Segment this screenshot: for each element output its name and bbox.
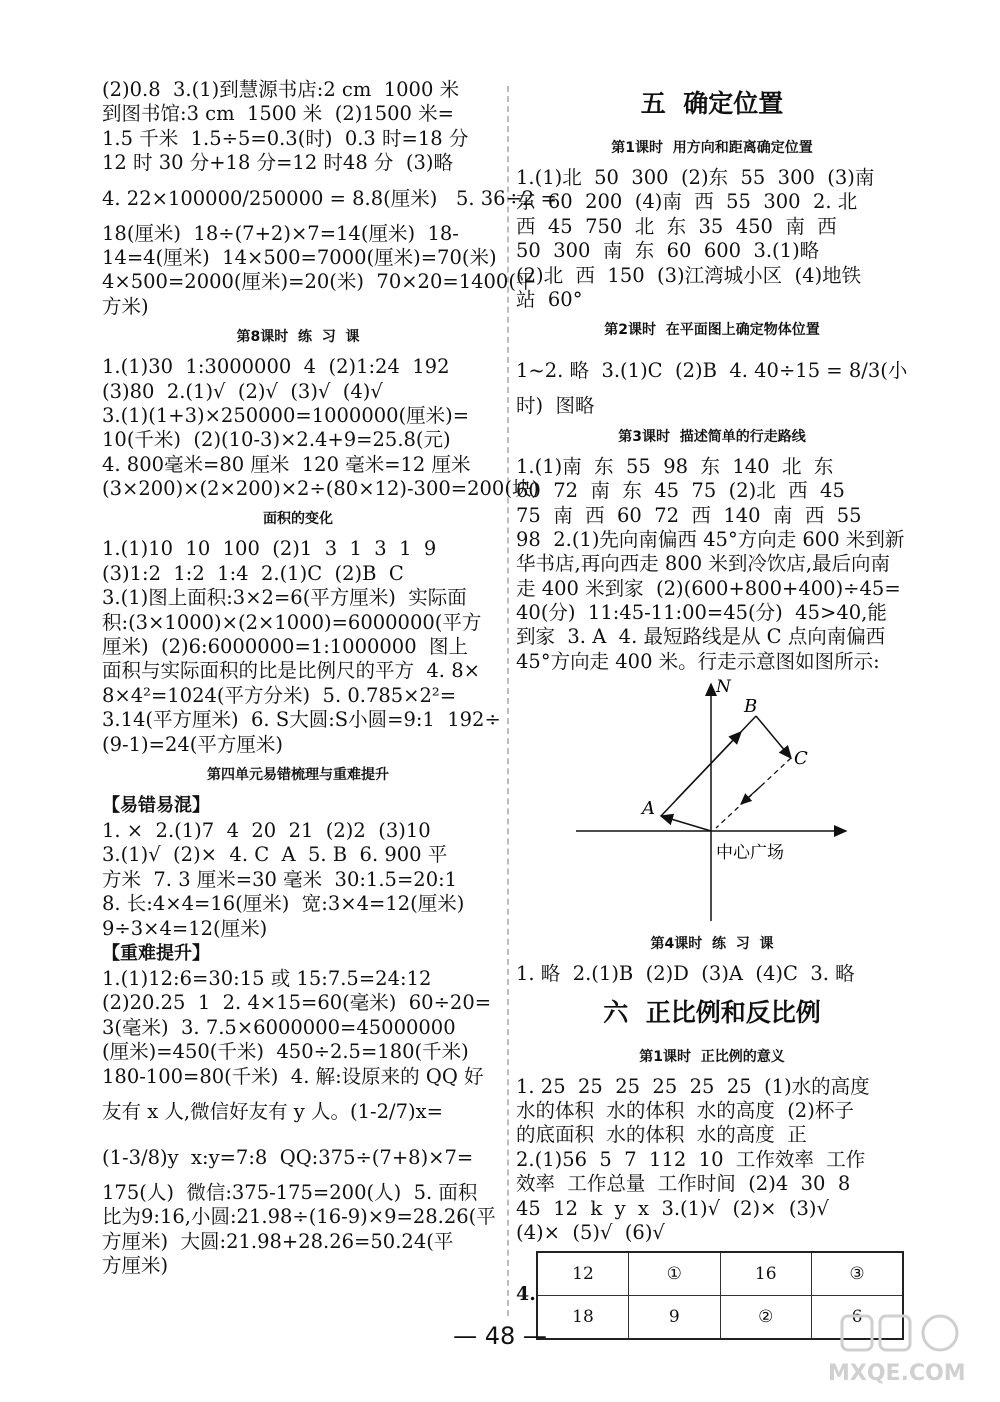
right-block-2 [516,348,908,418]
text-line: 3.(1)(1+3)×250000=1000000(厘米)= [102,403,470,427]
lesson-heading: 第2课时 在平面图上确定物体位置 [604,322,820,339]
text-line: 1.(1)南 东 55 98 东 140 北 东 [516,454,834,478]
text-line: (3)80 2.(1)√ (2)√ (3)√ (4)√ [102,379,383,403]
text-line: 2.(1)56 5 7 112 10 工作效率 工作 [516,1147,866,1171]
text-line: 的底面积 水的体积 水的高度 正 [516,1123,807,1147]
text-line: 厘米) (2)6:6000000=1:1000000 图上 [102,635,469,659]
text-line: 站 60° [516,287,583,311]
route-diagram [516,676,908,926]
right-block-5 [516,1075,908,1246]
text-line: (9-1)=24(平方厘米) [102,732,283,756]
table-row [537,1252,903,1296]
text-line: 4. 800毫米=80 厘米 120 毫米=12 厘米 [102,452,471,476]
point-a-label: A [642,798,655,820]
path-b-to-c [756,716,791,758]
table-cell: ② [720,1296,812,1340]
text-line: 方米 7. 3 厘米=30 毫米 30:1.5=20:1 [102,867,458,891]
text-line: 8. 长:4×4=16(厘米) 宽:3×4=12(厘米) [102,892,465,916]
text-line: (3×200)×(2×200)×2÷(80×12)-300=200(块) [102,477,540,501]
text-line: 98 2.(1)先向南偏西 45°方向走 600 米到新 [516,527,905,551]
text-line: 14=4(厘米) 14×500=7000(厘米)=70(米) [102,245,497,269]
arrow-c-to-center [741,786,761,804]
text-line: 50 300 南 东 60 600 3.(1)略 [516,239,820,263]
watermark-icon [822,1310,982,1390]
text-line: 180-100=80(千米) 4. 解:设原来的 QQ 好 [102,1064,484,1088]
lesson-heading: 第1课时 用方向和距离确定位置 [611,140,813,156]
text-line: 友有 x 人,微信好友有 y 人。(1-2/7)x= [102,1099,443,1123]
right-block-3 [516,455,908,675]
watermark-logo [822,1310,982,1390]
text-line: 1. 略 2.(1)B (2)D (3)A (4)C 3. 略 [516,962,855,986]
text-line: 走 400 米到家 (2)(600+800+400)÷45= [516,576,901,600]
center-square-label: 中心广场 [716,843,784,864]
text-line: 水的体积 水的体积 水的高度 (2)杯子 [516,1099,854,1123]
text-line: 18(厘米) 18÷(7+2)×7=14(厘米) 18- [102,221,459,245]
text-line: 1. × 2.(1)7 4 20 21 (2)2 (3)10 [102,818,431,842]
text-line: 4. 22×100000/250000 = 8.8(厘米) 5. 36÷2 = [102,186,557,210]
text-line: 1.(1)10 10 100 (2)1 3 1 3 1 9 [102,537,437,561]
text-line: (1-3/8)y x:y=7:8 QQ:375÷(7+8)×7= [102,1145,474,1169]
error-prone-heading: 【易错易混】 [102,794,210,816]
right-column [516,78,908,1343]
text-line: 1~2. 略 3.(1)C (2)B 4. 40÷15 = 8/3(小 [516,359,908,383]
text-line: 3.14(平方厘米) 6. S大圆:S小圆=9:1 192÷ [102,708,501,732]
text-line: 方厘米) [102,1254,169,1278]
route-diagram-svg [516,676,908,926]
text-line: 面积与实际面积的比是比例尺的平方 4. 8× [102,659,480,683]
text-line: (2)20.25 1 2. 4×15=60(毫米) 60÷20= [102,991,492,1015]
text-line: 45°方向走 400 米。行走示意图如图所示: [516,649,880,673]
text-line: 3.(1)√ (2)× 4. C A 5. B 6. 900 平 [102,843,448,867]
section-title: 六 正比例和反比例 [603,997,821,1027]
text-line: 9÷3×4=12(厘米) [102,916,268,940]
table-cell: 9 [629,1296,721,1340]
text-line: 12 时 30 分+18 分=12 时48 分 (3)略 [102,151,453,175]
table-cell: ③ [812,1252,904,1296]
page-number: — 48 — [453,1322,547,1350]
svg-text:MXQE.COM: MXQE.COM [828,1361,966,1386]
left-block-3 [102,537,501,757]
text-line: 1.5 千米 1.5÷5=0.3(时) 0.3 时=18 分 [102,126,469,150]
text-line: 方米) [102,294,149,318]
text-line: 方厘米) 大圆:21.98+28.26=50.24(平 [102,1229,454,1253]
right-block-4 [516,962,908,986]
text-line: 到图书馆:3 cm 1500 米 (2)1500 米= [102,102,454,126]
text-line: 1.(1)北 50 300 (2)东 55 300 (3)南 [516,166,875,189]
left-block-2 [102,355,540,501]
text-line: 4×500=2000(厘米)=20(米) 70×20=1400(平 [102,270,536,294]
left-block-5 [102,967,494,1279]
lesson-heading: 第1课时 正比例的意义 [639,1048,785,1065]
text-line: 效率 工作总量 工作时间 (2)4 30 8 [516,1172,851,1196]
text-line: 1. 25 25 25 25 25 25 (1)水的高度 [516,1074,870,1098]
text-line: (2)北 西 150 (3)江湾城小区 (4)地铁 [516,263,862,287]
north-label: N [716,677,731,698]
point-b-label: B [744,696,758,718]
table-cell: 16 [720,1252,812,1296]
advanced-heading: 【重难提升】 [102,942,210,964]
text-line: 10(千米) (2)(10-3)×2.4+9=25.8(元) [102,428,451,452]
point-c-label: C [794,748,808,770]
text-line: (厘米)=450(千米) 450÷2.5=180(千米) [102,1040,469,1064]
text-line: 1.(1)12:6=30:15 或 15:7.5=24:12 [102,966,432,990]
text-line: 8×4²=1024(平方分米) 5. 0.785×2²= [102,683,457,707]
text-line: 40(分) 11:45-11:00=45(分) 45>40,能 [516,601,887,625]
unit-review-heading: 第四单元易错梳理与重难提升 [207,766,389,783]
table-cell: 18 [537,1296,629,1340]
table-cell: 12 [537,1252,629,1296]
table-cell: ① [629,1252,721,1296]
text-line: (4)× (5)√ (6)√ [516,1220,665,1244]
text-line: 1.(1)30 1:3000000 4 (2)1:24 192 [102,355,450,379]
lesson-heading: 第4课时 练 习 课 [650,936,774,953]
table-cell: 6 [812,1296,904,1340]
lesson-heading: 第3课时 描述简单的行走路线 [618,428,806,445]
text-line: 比为9:16,小圆:21.98÷(16-9)×9=28.26(平 [102,1205,496,1229]
text-line: (2)0.8 3.(1)到慧源书店:2 cm 1000 米 [102,78,460,101]
lesson-heading: 面积的变化 [263,511,333,528]
text-line: 45 12 k y x 3.(1)√ (2)× (3)√ [516,1196,829,1220]
left-block-4 [102,819,494,941]
question-number: 4. [516,1283,536,1306]
path-center-to-a [661,816,711,831]
text-line: 西 45 750 北 东 35 450 南 西 [516,214,837,238]
section-title: 五 确定位置 [640,89,784,118]
text-line: 东 60 200 (4)南 西 55 300 2. 北 [516,190,858,214]
lesson-heading: 第8课时 练 习 课 [236,329,360,346]
arrow-a-to-b [676,732,741,800]
text-line: (3)1:2 1:2 1:4 2.(1)C (2)B C [102,561,404,585]
text-line: 到家 3. A 4. 最短路线是从 C 点向南偏西 [516,625,886,649]
text-line: 时) 图略 [516,394,595,418]
text-line: 3.(1)图上面积:3×2=6(平方厘米) 实际面 [102,586,467,610]
text-line: 华书店,再向西走 800 米到冷饮店,最后向南 [516,552,891,576]
text-line: 75 南 西 60 72 西 140 南 西 55 [516,503,862,527]
text-line: 60 72 南 东 45 75 (2)北 西 45 [516,479,845,503]
text-line: 3(毫米) 3. 7.5×6000000=45000000 [102,1015,456,1039]
right-block-1 [516,166,908,312]
text-line: 积:(3×1000)×(2×1000)=6000000(平方 [102,610,482,634]
text-line: 175(人) 微信:375-175=200(人) 5. 面积 [102,1180,478,1204]
